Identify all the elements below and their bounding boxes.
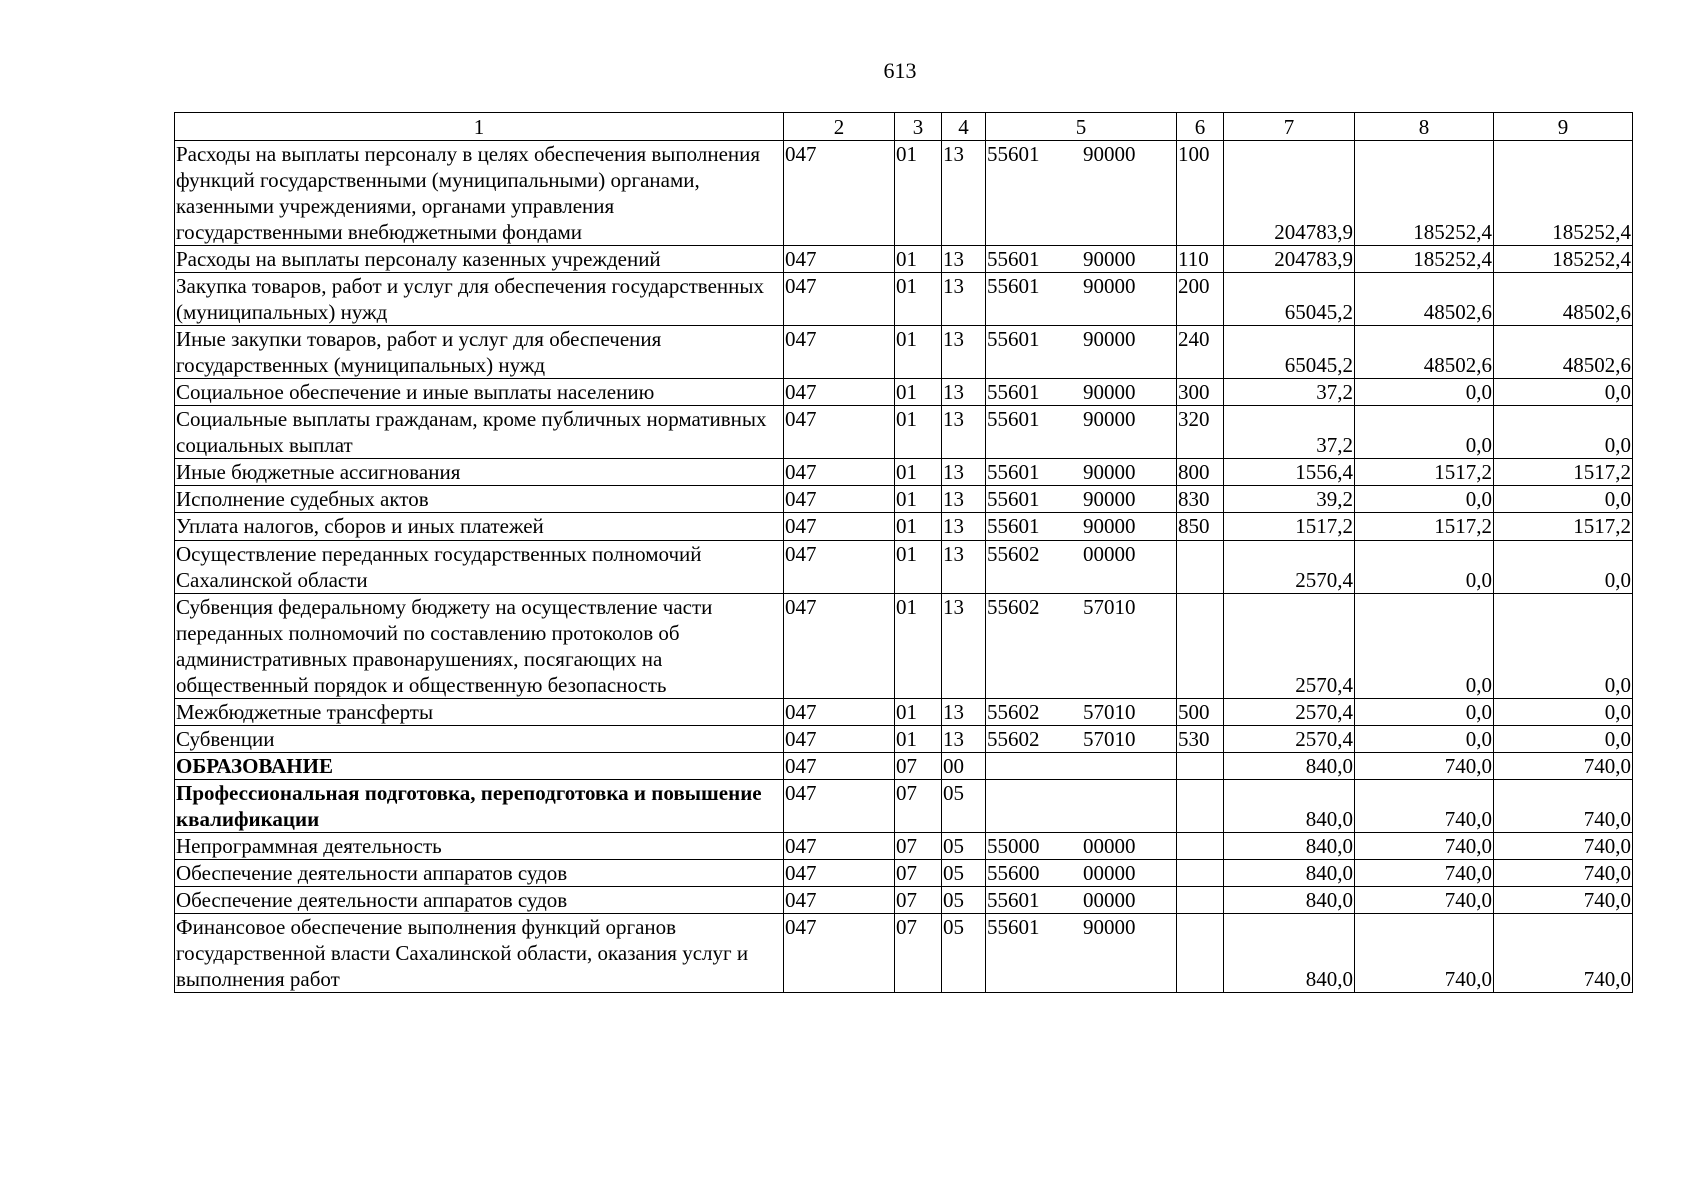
target-article-cell — [986, 779, 1177, 832]
subsection-code-cell: 13 — [942, 698, 986, 725]
section-code-cell: 01 — [895, 406, 942, 459]
target-article-part1: 55601 — [987, 460, 1040, 485]
ministry-code-cell: 047 — [784, 486, 895, 513]
amount-col8-cell: 185252,4 — [1355, 246, 1494, 273]
target-article-part2: 90000 — [1083, 274, 1136, 299]
amount-col7-cell: 2570,4 — [1224, 725, 1355, 752]
expense-type-cell: 500 — [1177, 698, 1224, 725]
amount-col7-cell: 204783,9 — [1224, 246, 1355, 273]
amount-col9-cell: 740,0 — [1494, 832, 1633, 859]
amount-col7-cell: 204783,9 — [1224, 141, 1355, 246]
amount-col8-cell: 48502,6 — [1355, 326, 1494, 379]
section-code-cell: 01 — [895, 246, 942, 273]
row-name-cell: Обеспечение деятельности аппаратов судов — [175, 859, 784, 886]
ministry-code-cell: 047 — [784, 246, 895, 273]
target-article-part1: 55602 — [987, 699, 1040, 724]
target-article-cell — [986, 513, 1177, 540]
ministry-code-cell: 047 — [784, 540, 895, 593]
row-name-cell: Социальные выплаты гражданам, кроме публичных нормативных социальных выплат — [175, 406, 784, 459]
table-row — [175, 459, 1633, 486]
section-code-cell: 07 — [895, 752, 942, 779]
section-code-cell: 01 — [895, 513, 942, 540]
subsection-code-cell: 13 — [942, 725, 986, 752]
amount-col7-cell: 37,2 — [1224, 406, 1355, 459]
subsection-code-cell: 00 — [942, 752, 986, 779]
table-row — [175, 513, 1633, 540]
section-code-cell: 07 — [895, 886, 942, 913]
amount-col9-cell: 1517,2 — [1494, 459, 1633, 486]
amount-col9-cell: 48502,6 — [1494, 326, 1633, 379]
amount-col9-cell: 0,0 — [1494, 698, 1633, 725]
table-row — [175, 698, 1633, 725]
subsection-code-cell: 13 — [942, 406, 986, 459]
target-article-part1: 55601 — [987, 380, 1040, 405]
ministry-code-cell: 047 — [784, 886, 895, 913]
amount-col7-cell: 2570,4 — [1224, 540, 1355, 593]
row-name-cell: Уплата налогов, сборов и иных платежей — [175, 513, 784, 540]
target-article-part2: 90000 — [1083, 380, 1136, 405]
amount-col7-cell: 840,0 — [1224, 832, 1355, 859]
amount-col8-cell: 0,0 — [1355, 593, 1494, 698]
table-row — [175, 540, 1633, 593]
subsection-code-cell: 13 — [942, 246, 986, 273]
section-code-cell: 07 — [895, 859, 942, 886]
target-article-cell — [986, 832, 1177, 859]
amount-col9-cell: 740,0 — [1494, 886, 1633, 913]
amount-col9-cell: 0,0 — [1494, 593, 1633, 698]
target-article-part2: 57010 — [1083, 699, 1136, 724]
section-code-cell: 01 — [895, 540, 942, 593]
row-name-cell: Межбюджетные трансферты — [175, 698, 784, 725]
ministry-code-cell: 047 — [784, 698, 895, 725]
amount-col9-cell: 740,0 — [1494, 779, 1633, 832]
column-header: 3 — [895, 113, 942, 141]
expense-type-cell — [1177, 540, 1224, 593]
subsection-code-cell: 13 — [942, 486, 986, 513]
page-number: 613 — [883, 58, 917, 83]
expense-type-cell: 530 — [1177, 725, 1224, 752]
expense-type-cell — [1177, 593, 1224, 698]
column-header: 5 — [986, 113, 1177, 141]
target-article-cell — [986, 273, 1177, 326]
ministry-code-cell: 047 — [784, 406, 895, 459]
table-row — [175, 752, 1633, 779]
row-name-cell: Расходы на выплаты персоналу казенных учреждений — [175, 246, 784, 273]
target-article-part2: 90000 — [1083, 460, 1136, 485]
amount-col8-cell: 0,0 — [1355, 540, 1494, 593]
amount-col8-cell: 740,0 — [1355, 886, 1494, 913]
table-body — [175, 141, 1633, 993]
expense-type-cell — [1177, 832, 1224, 859]
target-article-part1: 55601 — [987, 327, 1040, 352]
target-article-cell — [986, 698, 1177, 725]
amount-col9-cell: 185252,4 — [1494, 246, 1633, 273]
expense-type-cell: 800 — [1177, 459, 1224, 486]
amount-col9-cell: 0,0 — [1494, 540, 1633, 593]
target-article-part1: 55602 — [987, 726, 1040, 751]
target-article-cell — [986, 540, 1177, 593]
expense-type-cell: 240 — [1177, 326, 1224, 379]
ministry-code-cell: 047 — [784, 273, 895, 326]
ministry-code-cell: 047 — [784, 593, 895, 698]
amount-col8-cell: 185252,4 — [1355, 141, 1494, 246]
column-header: 2 — [784, 113, 895, 141]
amount-col7-cell: 65045,2 — [1224, 326, 1355, 379]
section-code-cell: 07 — [895, 913, 942, 992]
target-article-part1: 55602 — [987, 594, 1040, 619]
amount-col8-cell: 740,0 — [1355, 832, 1494, 859]
section-code-cell: 01 — [895, 141, 942, 246]
amount-col9-cell: 1517,2 — [1494, 513, 1633, 540]
amount-col8-cell: 0,0 — [1355, 698, 1494, 725]
target-article-part1: 55600 — [987, 860, 1040, 885]
target-article-part2: 90000 — [1083, 407, 1136, 432]
table-row — [175, 406, 1633, 459]
target-article-part2: 90000 — [1083, 327, 1136, 352]
row-name-cell: Осуществление переданных государственных полномочий Сахалинской области — [175, 540, 784, 593]
row-name-cell: Социальное обеспечение и иные выплаты населению — [175, 379, 784, 406]
amount-col7-cell: 37,2 — [1224, 379, 1355, 406]
amount-col7-cell: 65045,2 — [1224, 273, 1355, 326]
target-article-cell — [986, 246, 1177, 273]
target-article-cell — [986, 406, 1177, 459]
target-article-part2: 00000 — [1083, 833, 1136, 858]
target-article-cell — [986, 752, 1177, 779]
column-header: 8 — [1355, 113, 1494, 141]
target-article-part1: 55601 — [987, 247, 1040, 272]
row-name-cell: Иные закупки товаров, работ и услуг для обеспечения государственных (муниципальных) нужд — [175, 326, 784, 379]
amount-col9-cell: 48502,6 — [1494, 273, 1633, 326]
table-row — [175, 486, 1633, 513]
amount-col7-cell: 840,0 — [1224, 859, 1355, 886]
table-row — [175, 141, 1633, 246]
row-name-cell: Финансовое обеспечение выполнения функций органов государственной власти Сахалинской области, оказания услуг и выполнения работ — [175, 913, 784, 992]
target-article-part1: 55601 — [987, 887, 1040, 912]
target-article-cell — [986, 459, 1177, 486]
expense-type-cell — [1177, 913, 1224, 992]
target-article-part2: 57010 — [1083, 726, 1136, 751]
ministry-code-cell: 047 — [784, 326, 895, 379]
row-name-cell: Расходы на выплаты персоналу в целях обеспечения выполнения функций государственными (муниципальными) органами, казенными учреждениями, органами управления государственными внебюджетными фондами — [175, 141, 784, 246]
section-code-cell: 01 — [895, 273, 942, 326]
row-name-cell: Иные бюджетные ассигнования — [175, 459, 784, 486]
ministry-code-cell: 047 — [784, 859, 895, 886]
section-code-cell: 01 — [895, 698, 942, 725]
table-row — [175, 273, 1633, 326]
amount-col7-cell: 2570,4 — [1224, 698, 1355, 725]
subsection-code-cell: 13 — [942, 326, 986, 379]
target-article-cell — [986, 593, 1177, 698]
amount-col9-cell: 740,0 — [1494, 859, 1633, 886]
ministry-code-cell: 047 — [784, 141, 895, 246]
target-article-part2: 00000 — [1083, 887, 1136, 912]
amount-col7-cell: 2570,4 — [1224, 593, 1355, 698]
amount-col8-cell: 0,0 — [1355, 725, 1494, 752]
ministry-code-cell: 047 — [784, 779, 895, 832]
amount-col7-cell: 840,0 — [1224, 752, 1355, 779]
target-article-part1: 55601 — [987, 487, 1040, 512]
target-article-cell — [986, 141, 1177, 246]
section-code-cell: 07 — [895, 832, 942, 859]
row-name-cell: Субвенции — [175, 725, 784, 752]
row-name-cell: Обеспечение деятельности аппаратов судов — [175, 886, 784, 913]
table-row — [175, 886, 1633, 913]
target-article-part1: 55000 — [987, 833, 1040, 858]
row-name-cell: Исполнение судебных актов — [175, 486, 784, 513]
column-header: 4 — [942, 113, 986, 141]
amount-col7-cell: 840,0 — [1224, 779, 1355, 832]
subsection-code-cell: 05 — [942, 832, 986, 859]
amount-col9-cell: 740,0 — [1494, 752, 1633, 779]
amount-col9-cell: 185252,4 — [1494, 141, 1633, 246]
ministry-code-cell: 047 — [784, 725, 895, 752]
expense-type-cell — [1177, 886, 1224, 913]
amount-col7-cell: 840,0 — [1224, 886, 1355, 913]
target-article-part2: 90000 — [1083, 142, 1136, 167]
target-article-part2: 00000 — [1083, 541, 1136, 566]
section-code-cell: 01 — [895, 379, 942, 406]
column-header: 1 — [175, 113, 784, 141]
subsection-code-cell: 13 — [942, 540, 986, 593]
target-article-part1: 55601 — [987, 514, 1040, 539]
expense-type-cell: 300 — [1177, 379, 1224, 406]
amount-col8-cell: 0,0 — [1355, 406, 1494, 459]
target-article-part1: 55601 — [987, 274, 1040, 299]
section-code-cell: 01 — [895, 326, 942, 379]
column-header: 9 — [1494, 113, 1633, 141]
section-code-cell: 01 — [895, 593, 942, 698]
table-row — [175, 913, 1633, 992]
subsection-code-cell: 05 — [942, 779, 986, 832]
section-code-cell: 01 — [895, 725, 942, 752]
section-code-cell: 07 — [895, 779, 942, 832]
table-row — [175, 593, 1633, 698]
target-article-cell — [986, 379, 1177, 406]
ministry-code-cell: 047 — [784, 513, 895, 540]
row-name-cell: ОБРАЗОВАНИЕ — [175, 752, 784, 779]
row-name-cell: Профессиональная подготовка, переподготовка и повышение квалификации — [175, 779, 784, 832]
ministry-code-cell: 047 — [784, 752, 895, 779]
ministry-code-cell: 047 — [784, 379, 895, 406]
amount-col9-cell: 0,0 — [1494, 406, 1633, 459]
subsection-code-cell: 13 — [942, 593, 986, 698]
amount-col9-cell: 740,0 — [1494, 913, 1633, 992]
target-article-part2: 90000 — [1083, 914, 1136, 939]
table-row — [175, 326, 1633, 379]
subsection-code-cell: 13 — [942, 459, 986, 486]
amount-col8-cell: 740,0 — [1355, 779, 1494, 832]
subsection-code-cell: 05 — [942, 859, 986, 886]
table-row — [175, 246, 1633, 273]
target-article-cell — [986, 886, 1177, 913]
subsection-code-cell: 13 — [942, 379, 986, 406]
amount-col8-cell: 1517,2 — [1355, 513, 1494, 540]
section-code-cell: 01 — [895, 486, 942, 513]
ministry-code-cell: 047 — [784, 459, 895, 486]
target-article-part1: 55602 — [987, 541, 1040, 566]
table-row — [175, 725, 1633, 752]
amount-col9-cell: 0,0 — [1494, 379, 1633, 406]
amount-col8-cell: 740,0 — [1355, 859, 1494, 886]
row-name-cell: Субвенция федеральному бюджету на осуществление части переданных полномочий по составлению протоколов об административных правонарушениях, посягающих на общественный порядок и общественную безопасность — [175, 593, 784, 698]
subsection-code-cell: 13 — [942, 513, 986, 540]
expense-type-cell — [1177, 752, 1224, 779]
row-name-cell: Непрограммная деятельность — [175, 832, 784, 859]
expense-type-cell: 830 — [1177, 486, 1224, 513]
target-article-cell — [986, 486, 1177, 513]
target-article-cell — [986, 859, 1177, 886]
amount-col7-cell: 1556,4 — [1224, 459, 1355, 486]
expense-type-cell: 320 — [1177, 406, 1224, 459]
target-article-part2: 90000 — [1083, 514, 1136, 539]
target-article-part1: 55601 — [987, 407, 1040, 432]
target-article-part2: 00000 — [1083, 860, 1136, 885]
amount-col8-cell: 48502,6 — [1355, 273, 1494, 326]
target-article-part2: 90000 — [1083, 247, 1136, 272]
amount-col7-cell: 39,2 — [1224, 486, 1355, 513]
amount-col8-cell: 0,0 — [1355, 379, 1494, 406]
subsection-code-cell: 13 — [942, 141, 986, 246]
amount-col8-cell: 740,0 — [1355, 752, 1494, 779]
amount-col7-cell: 1517,2 — [1224, 513, 1355, 540]
table-row — [175, 859, 1633, 886]
budget-table — [174, 112, 1633, 993]
amount-col9-cell: 0,0 — [1494, 725, 1633, 752]
target-article-cell — [986, 725, 1177, 752]
section-code-cell: 01 — [895, 459, 942, 486]
subsection-code-cell: 13 — [942, 273, 986, 326]
column-header: 6 — [1177, 113, 1224, 141]
row-name-cell: Закупка товаров, работ и услуг для обеспечения государственных (муниципальных) нужд — [175, 273, 784, 326]
target-article-part2: 90000 — [1083, 487, 1136, 512]
table-row — [175, 779, 1633, 832]
expense-type-cell — [1177, 859, 1224, 886]
amount-col8-cell: 1517,2 — [1355, 459, 1494, 486]
target-article-part1: 55601 — [987, 142, 1040, 167]
amount-col8-cell: 0,0 — [1355, 486, 1494, 513]
ministry-code-cell: 047 — [784, 913, 895, 992]
amount-col7-cell: 840,0 — [1224, 913, 1355, 992]
amount-col8-cell: 740,0 — [1355, 913, 1494, 992]
target-article-part2: 57010 — [1083, 594, 1136, 619]
expense-type-cell — [1177, 779, 1224, 832]
expense-type-cell: 850 — [1177, 513, 1224, 540]
expense-type-cell: 110 — [1177, 246, 1224, 273]
table-row — [175, 832, 1633, 859]
target-article-cell — [986, 326, 1177, 379]
column-header: 7 — [1224, 113, 1355, 141]
target-article-part1: 55601 — [987, 914, 1040, 939]
column-number-row — [175, 113, 1633, 141]
subsection-code-cell: 05 — [942, 886, 986, 913]
amount-col9-cell: 0,0 — [1494, 486, 1633, 513]
expense-type-cell: 200 — [1177, 273, 1224, 326]
ministry-code-cell: 047 — [784, 832, 895, 859]
subsection-code-cell: 05 — [942, 913, 986, 992]
expense-type-cell: 100 — [1177, 141, 1224, 246]
target-article-cell — [986, 913, 1177, 992]
table-row — [175, 379, 1633, 406]
